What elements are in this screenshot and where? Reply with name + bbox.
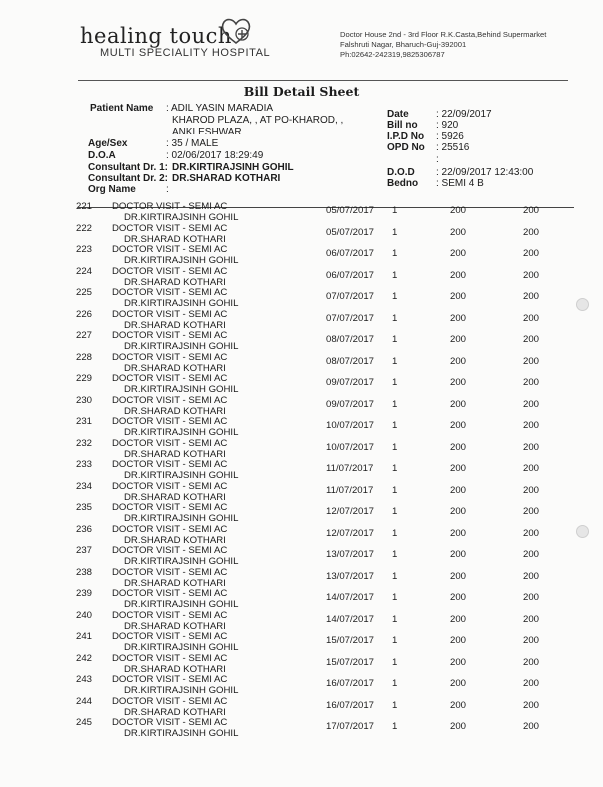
item-amount: 200 bbox=[523, 613, 540, 625]
item-quantity: 1 bbox=[392, 635, 398, 646]
item-rate: 200 bbox=[450, 592, 467, 603]
item-description: DOCTOR VISIT - SEMI AC bbox=[112, 265, 228, 277]
item-rate: 200 bbox=[450, 699, 467, 711]
item-rate: 200 bbox=[450, 377, 467, 388]
table-row bbox=[0, 371, 603, 393]
item-quantity: 1 bbox=[392, 656, 398, 668]
item-rate: 200 bbox=[450, 549, 467, 560]
consultant1-value: DR.KIRTIRAJSINH GOHIL bbox=[172, 162, 294, 173]
table-row bbox=[0, 629, 603, 651]
item-description: DOCTOR VISIT - SEMI AC bbox=[112, 416, 228, 427]
item-description: DOCTOR VISIT - SEMI AC bbox=[112, 631, 228, 642]
item-doctor: DR.KIRTIRAJSINH GOHIL bbox=[124, 642, 239, 653]
blank-field-value: : bbox=[436, 154, 439, 165]
item-number: 226 bbox=[76, 308, 93, 320]
table-row bbox=[0, 565, 603, 587]
item-amount: 200 bbox=[523, 291, 540, 302]
patient-name-label: Patient Name bbox=[90, 103, 154, 114]
item-doctor: DR.KIRTIRAJSINH GOHIL bbox=[124, 556, 239, 567]
item-quantity: 1 bbox=[392, 420, 398, 431]
table-row bbox=[0, 457, 603, 479]
item-quantity: 1 bbox=[392, 721, 398, 732]
table-row bbox=[0, 694, 603, 716]
item-doctor: DR.KIRTIRAJSINH GOHIL bbox=[124, 728, 239, 739]
item-number: 236 bbox=[76, 523, 93, 535]
item-doctor: DR.KIRTIRAJSINH GOHIL bbox=[124, 513, 239, 524]
item-number: 233 bbox=[76, 459, 93, 470]
item-rate: 200 bbox=[450, 656, 467, 668]
item-doctor: DR.KIRTIRAJSINH GOHIL bbox=[124, 341, 239, 352]
item-doctor: DR.KIRTIRAJSINH GOHIL bbox=[124, 255, 239, 266]
item-number: 227 bbox=[76, 330, 93, 341]
item-quantity: 1 bbox=[392, 355, 398, 367]
item-quantity: 1 bbox=[392, 613, 398, 625]
item-amount: 200 bbox=[523, 248, 540, 259]
page-title: Bill Detail Sheet bbox=[243, 84, 360, 99]
item-description: DOCTOR VISIT - SEMI AC bbox=[112, 502, 228, 513]
table-row bbox=[0, 522, 603, 544]
item-number: 222 bbox=[76, 222, 93, 234]
doa-label: D.O.A bbox=[88, 150, 116, 161]
item-doctor: DR.KIRTIRAJSINH GOHIL bbox=[124, 298, 239, 309]
item-description: DOCTOR VISIT - SEMI AC bbox=[112, 523, 228, 535]
item-number: 241 bbox=[76, 631, 93, 642]
patient-address-line1: KHAROD PLAZA, , AT PO-KHAROD, , bbox=[172, 115, 344, 126]
item-date: 16/07/2017 bbox=[326, 699, 375, 711]
punch-hole bbox=[576, 298, 589, 311]
item-date: 06/07/2017 bbox=[326, 248, 375, 259]
item-date: 17/07/2017 bbox=[326, 721, 375, 732]
item-date: 13/07/2017 bbox=[326, 570, 375, 582]
item-amount: 200 bbox=[523, 398, 540, 410]
item-quantity: 1 bbox=[392, 205, 398, 216]
table-row bbox=[0, 543, 603, 565]
item-doctor: DR.SHARAD KOTHARI bbox=[124, 663, 226, 675]
item-date: 05/07/2017 bbox=[326, 205, 375, 216]
item-description: DOCTOR VISIT - SEMI AC bbox=[112, 330, 228, 341]
item-rate: 200 bbox=[450, 355, 467, 367]
item-doctor: DR.SHARAD KOTHARI bbox=[124, 362, 226, 374]
item-description: DOCTOR VISIT - SEMI AC bbox=[112, 459, 228, 470]
patient-name-value: : ADIL YASIN MARADIA bbox=[166, 103, 274, 114]
item-amount: 200 bbox=[523, 226, 540, 238]
item-description: DOCTOR VISIT - SEMI AC bbox=[112, 373, 228, 384]
bill-items-table bbox=[0, 199, 603, 737]
item-quantity: 1 bbox=[392, 334, 398, 345]
table-row bbox=[0, 307, 603, 329]
item-rate: 200 bbox=[450, 312, 467, 324]
logo-name: healing touch bbox=[80, 24, 232, 48]
item-description: DOCTOR VISIT - SEMI AC bbox=[112, 394, 228, 406]
item-description: DOCTOR VISIT - SEMI AC bbox=[112, 566, 228, 578]
item-amount: 200 bbox=[523, 592, 540, 603]
item-description: DOCTOR VISIT - SEMI AC bbox=[112, 351, 228, 363]
item-amount: 200 bbox=[523, 312, 540, 324]
item-number: 234 bbox=[76, 480, 93, 492]
table-row bbox=[0, 264, 603, 286]
bed-no-value: : SEMI 4 B bbox=[436, 178, 484, 189]
table-row bbox=[0, 651, 603, 673]
item-quantity: 1 bbox=[392, 484, 398, 496]
item-number: 244 bbox=[76, 695, 93, 707]
item-number: 239 bbox=[76, 588, 93, 599]
item-number: 232 bbox=[76, 437, 93, 449]
item-quantity: 1 bbox=[392, 678, 398, 689]
item-rate: 200 bbox=[450, 334, 467, 345]
item-rate: 200 bbox=[450, 635, 467, 646]
hospital-address: Doctor House 2nd - 3rd Floor R.K.Casta,Behind Supermarket Falshruti Nagar, Bharuch-Guj-392001 Ph:02642-242319,9825306787 bbox=[340, 30, 547, 59]
item-quantity: 1 bbox=[392, 269, 398, 281]
bill-no-label: Bill no bbox=[387, 120, 418, 131]
item-date: 09/07/2017 bbox=[326, 398, 375, 410]
item-rate: 200 bbox=[450, 226, 467, 238]
item-date: 06/07/2017 bbox=[326, 269, 375, 281]
item-amount: 200 bbox=[523, 506, 540, 517]
item-date: 14/07/2017 bbox=[326, 592, 375, 603]
consultant1-label: Consultant Dr. 1: bbox=[88, 162, 169, 173]
org-name-label: Org Name bbox=[88, 184, 136, 195]
item-doctor: DR.SHARAD KOTHARI bbox=[124, 577, 226, 589]
item-description: DOCTOR VISIT - SEMI AC bbox=[112, 609, 228, 621]
item-number: 240 bbox=[76, 609, 93, 621]
table-row bbox=[0, 672, 603, 694]
item-number: 229 bbox=[76, 373, 93, 384]
item-number: 230 bbox=[76, 394, 93, 406]
table-row bbox=[0, 393, 603, 415]
item-amount: 200 bbox=[523, 678, 540, 689]
item-doctor: DR.SHARAD KOTHARI bbox=[124, 706, 226, 718]
item-amount: 200 bbox=[523, 334, 540, 345]
item-doctor: DR.SHARAD KOTHARI bbox=[124, 405, 226, 417]
item-rate: 200 bbox=[450, 420, 467, 431]
item-description: DOCTOR VISIT - SEMI AC bbox=[112, 717, 228, 728]
item-number: 242 bbox=[76, 652, 93, 664]
item-quantity: 1 bbox=[392, 398, 398, 410]
age-sex-value: : 35 / MALE bbox=[166, 138, 219, 149]
item-doctor: DR.SHARAD KOTHARI bbox=[124, 491, 226, 503]
item-rate: 200 bbox=[450, 248, 467, 259]
item-doctor: DR.KIRTIRAJSINH GOHIL bbox=[124, 685, 239, 696]
item-date: 08/07/2017 bbox=[326, 355, 375, 367]
item-description: DOCTOR VISIT - SEMI AC bbox=[112, 652, 228, 664]
item-amount: 200 bbox=[523, 463, 540, 474]
item-amount: 200 bbox=[523, 484, 540, 496]
table-row bbox=[0, 436, 603, 458]
item-number: 225 bbox=[76, 287, 93, 298]
item-quantity: 1 bbox=[392, 527, 398, 539]
item-rate: 200 bbox=[450, 398, 467, 410]
table-row bbox=[0, 479, 603, 501]
item-doctor: DR.SHARAD KOTHARI bbox=[124, 276, 226, 288]
item-description: DOCTOR VISIT - SEMI AC bbox=[112, 308, 228, 320]
item-amount: 200 bbox=[523, 527, 540, 539]
bed-no-label: Bedno bbox=[387, 178, 419, 189]
item-rate: 200 bbox=[450, 527, 467, 539]
item-rate: 200 bbox=[450, 463, 467, 474]
item-doctor: DR.KIRTIRAJSINH GOHIL bbox=[124, 599, 239, 610]
item-doctor: DR.KIRTIRAJSINH GOHIL bbox=[124, 212, 239, 223]
item-rate: 200 bbox=[450, 678, 467, 689]
item-date: 12/07/2017 bbox=[326, 527, 375, 539]
item-date: 11/07/2017 bbox=[326, 463, 374, 474]
item-number: 231 bbox=[76, 416, 93, 427]
item-doctor: DR.SHARAD KOTHARI bbox=[124, 620, 226, 632]
item-quantity: 1 bbox=[392, 592, 398, 603]
age-sex-label: Age/Sex bbox=[88, 138, 128, 149]
item-doctor: DR.KIRTIRAJSINH GOHIL bbox=[124, 470, 239, 481]
item-description: DOCTOR VISIT - SEMI AC bbox=[112, 674, 228, 685]
table-row bbox=[0, 242, 603, 264]
item-rate: 200 bbox=[450, 269, 467, 281]
table-row bbox=[0, 350, 603, 372]
item-doctor: DR.KIRTIRAJSINH GOHIL bbox=[124, 427, 239, 438]
consultant2-value: DR.SHARAD KOTHARI bbox=[172, 173, 281, 184]
item-quantity: 1 bbox=[392, 377, 398, 388]
item-amount: 200 bbox=[523, 549, 540, 560]
table-row bbox=[0, 608, 603, 630]
item-doctor: DR.SHARAD KOTHARI bbox=[124, 233, 226, 245]
item-number: 237 bbox=[76, 545, 93, 556]
table-row bbox=[0, 221, 603, 243]
date-label: Date bbox=[387, 109, 409, 120]
item-number: 228 bbox=[76, 351, 93, 363]
item-doctor: DR.SHARAD KOTHARI bbox=[124, 534, 226, 546]
item-description: DOCTOR VISIT - SEMI AC bbox=[112, 545, 228, 556]
item-rate: 200 bbox=[450, 484, 467, 496]
item-amount: 200 bbox=[523, 635, 540, 646]
ipd-no-value: : 5926 bbox=[436, 131, 464, 142]
date-value: : 22/09/2017 bbox=[436, 109, 492, 120]
item-rate: 200 bbox=[450, 205, 467, 216]
item-date: 11/07/2017 bbox=[326, 484, 374, 496]
dod-label: D.O.D bbox=[387, 167, 415, 178]
item-quantity: 1 bbox=[392, 463, 398, 474]
item-amount: 200 bbox=[523, 355, 540, 367]
item-number: 245 bbox=[76, 717, 93, 728]
item-rate: 200 bbox=[450, 291, 467, 302]
item-date: 15/07/2017 bbox=[326, 656, 375, 668]
item-amount: 200 bbox=[523, 441, 540, 453]
item-quantity: 1 bbox=[392, 506, 398, 517]
item-number: 221 bbox=[76, 201, 93, 212]
item-description: DOCTOR VISIT - SEMI AC bbox=[112, 287, 228, 298]
item-date: 15/07/2017 bbox=[326, 635, 375, 646]
item-number: 235 bbox=[76, 502, 93, 513]
item-amount: 200 bbox=[523, 377, 540, 388]
item-rate: 200 bbox=[450, 506, 467, 517]
opd-no-value: : 25516 bbox=[436, 142, 470, 153]
item-amount: 200 bbox=[523, 205, 540, 216]
item-date: 05/07/2017 bbox=[326, 226, 375, 238]
table-row bbox=[0, 285, 603, 307]
item-description: DOCTOR VISIT - SEMI AC bbox=[112, 201, 228, 212]
item-amount: 200 bbox=[523, 656, 540, 668]
item-quantity: 1 bbox=[392, 312, 398, 324]
item-quantity: 1 bbox=[392, 226, 398, 238]
item-quantity: 1 bbox=[392, 549, 398, 560]
table-row bbox=[0, 199, 603, 221]
item-quantity: 1 bbox=[392, 570, 398, 582]
table-row bbox=[0, 715, 603, 737]
opd-no-label: OPD No bbox=[387, 142, 425, 153]
item-quantity: 1 bbox=[392, 248, 398, 259]
item-description: DOCTOR VISIT - SEMI AC bbox=[112, 695, 228, 707]
item-description: DOCTOR VISIT - SEMI AC bbox=[112, 437, 228, 449]
item-doctor: DR.SHARAD KOTHARI bbox=[124, 448, 226, 460]
item-number: 243 bbox=[76, 674, 93, 685]
item-description: DOCTOR VISIT - SEMI AC bbox=[112, 480, 228, 492]
dod-value: : 22/09/2017 12:43:00 bbox=[436, 167, 534, 178]
item-rate: 200 bbox=[450, 613, 467, 625]
item-date: 07/07/2017 bbox=[326, 312, 375, 324]
item-quantity: 1 bbox=[392, 291, 398, 302]
punch-hole bbox=[576, 525, 589, 538]
ipd-no-label: I.P.D No bbox=[387, 131, 425, 142]
logo-subtitle: MULTI SPECIALITY HOSPITAL bbox=[100, 47, 271, 59]
item-rate: 200 bbox=[450, 441, 467, 453]
item-date: 10/07/2017 bbox=[326, 420, 375, 431]
item-amount: 200 bbox=[523, 699, 540, 711]
item-number: 223 bbox=[76, 244, 93, 255]
item-rate: 200 bbox=[450, 570, 467, 582]
bill-no-value: : 920 bbox=[436, 120, 459, 131]
item-date: 08/07/2017 bbox=[326, 334, 375, 345]
item-number: 224 bbox=[76, 265, 93, 277]
org-name-value: : bbox=[166, 184, 169, 195]
table-row bbox=[0, 414, 603, 436]
table-row bbox=[0, 500, 603, 522]
heart-plus-icon bbox=[218, 16, 254, 46]
item-amount: 200 bbox=[523, 570, 540, 582]
item-amount: 200 bbox=[523, 269, 540, 281]
doa-value: : 02/06/2017 18:29:49 bbox=[166, 150, 264, 161]
item-date: 12/07/2017 bbox=[326, 506, 375, 517]
table-row bbox=[0, 328, 603, 350]
item-description: DOCTOR VISIT - SEMI AC bbox=[112, 244, 228, 255]
header-divider bbox=[78, 80, 568, 81]
item-date: 09/07/2017 bbox=[326, 377, 375, 388]
item-doctor: DR.KIRTIRAJSINH GOHIL bbox=[124, 384, 239, 395]
item-number: 238 bbox=[76, 566, 93, 578]
item-date: 16/07/2017 bbox=[326, 678, 375, 689]
item-rate: 200 bbox=[450, 721, 467, 732]
consultant2-label: Consultant Dr. 2: bbox=[88, 173, 169, 184]
item-amount: 200 bbox=[523, 721, 540, 732]
item-description: DOCTOR VISIT - SEMI AC bbox=[112, 222, 228, 234]
item-date: 13/07/2017 bbox=[326, 549, 375, 560]
item-quantity: 1 bbox=[392, 441, 398, 453]
table-row bbox=[0, 586, 603, 608]
item-doctor: DR.SHARAD KOTHARI bbox=[124, 319, 226, 331]
item-amount: 200 bbox=[523, 420, 540, 431]
item-description: DOCTOR VISIT - SEMI AC bbox=[112, 588, 228, 599]
item-date: 10/07/2017 bbox=[326, 441, 375, 453]
patient-address-line2: ANKLESHWAR bbox=[172, 127, 242, 134]
item-date: 14/07/2017 bbox=[326, 613, 375, 625]
item-date: 07/07/2017 bbox=[326, 291, 375, 302]
item-quantity: 1 bbox=[392, 699, 398, 711]
